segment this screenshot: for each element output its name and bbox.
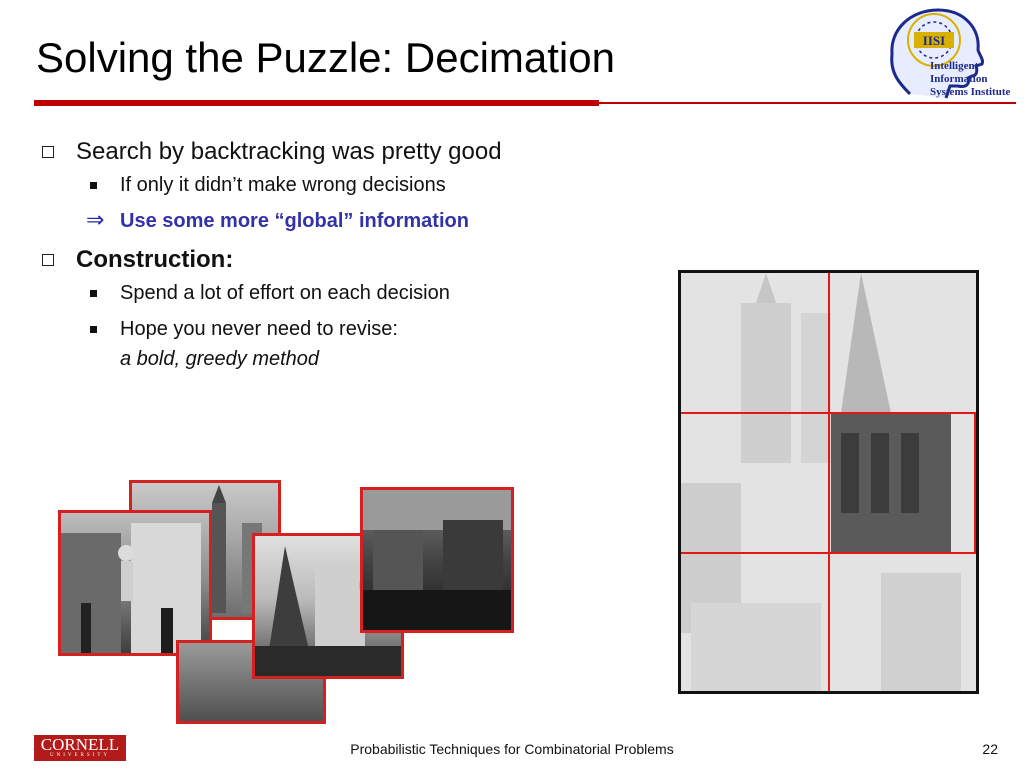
bullet-text: Construction:: [76, 246, 234, 273]
puzzle-tile-photo: [360, 487, 514, 633]
slide-title: Solving the Puzzle: Decimation: [36, 34, 615, 81]
title-underline-thin: [596, 102, 1016, 104]
square-bullet-icon: [42, 254, 54, 266]
sub-bullet-text-italic: a bold, greedy method: [120, 348, 320, 370]
logo-acronym: IISI: [922, 33, 946, 48]
title-underline: [34, 100, 599, 106]
logo-line-1: Intelligent Information: [930, 60, 988, 85]
filled-square-bullet-icon: [90, 182, 97, 189]
cornell-subtitle: UNIVERSITY: [50, 753, 110, 758]
footer-course-title: Probabilistic Techniques for Combinatorial Problems: [350, 741, 674, 757]
page-number: 22: [982, 741, 998, 757]
square-bullet-icon: [42, 146, 54, 158]
bullet-item: [40, 134, 640, 170]
highlighted-puzzle-piece: [828, 412, 976, 554]
logo-caption: [930, 60, 1024, 99]
sub-bullet-text: If only it didn’t make wrong decisions: [120, 174, 446, 196]
sub-bullet-item: [40, 206, 640, 236]
sub-bullet-item: [40, 314, 640, 374]
sub-bullet-text: Spend a lot of effort on each decision: [120, 282, 450, 304]
bullet-list: [40, 134, 640, 374]
bullet-text: Search by backtracking was pretty good: [76, 138, 502, 165]
logo-line-2: Systems Institute: [930, 86, 1011, 98]
implies-arrow-icon: ⇒: [86, 208, 105, 233]
bullet-item: [40, 242, 640, 278]
assembled-puzzle-frame: [678, 270, 979, 694]
sub-bullet-text: Use some more “global” information: [120, 210, 469, 232]
filled-square-bullet-icon: [90, 326, 97, 333]
sub-bullet-text: Hope you never need to revise:: [120, 318, 398, 340]
puzzle-tile-photo: [58, 510, 212, 656]
sub-bullet-item: [40, 170, 640, 200]
cornell-name: CORNELL: [40, 735, 120, 754]
sub-bullet-item: [40, 278, 500, 308]
filled-square-bullet-icon: [90, 290, 97, 297]
